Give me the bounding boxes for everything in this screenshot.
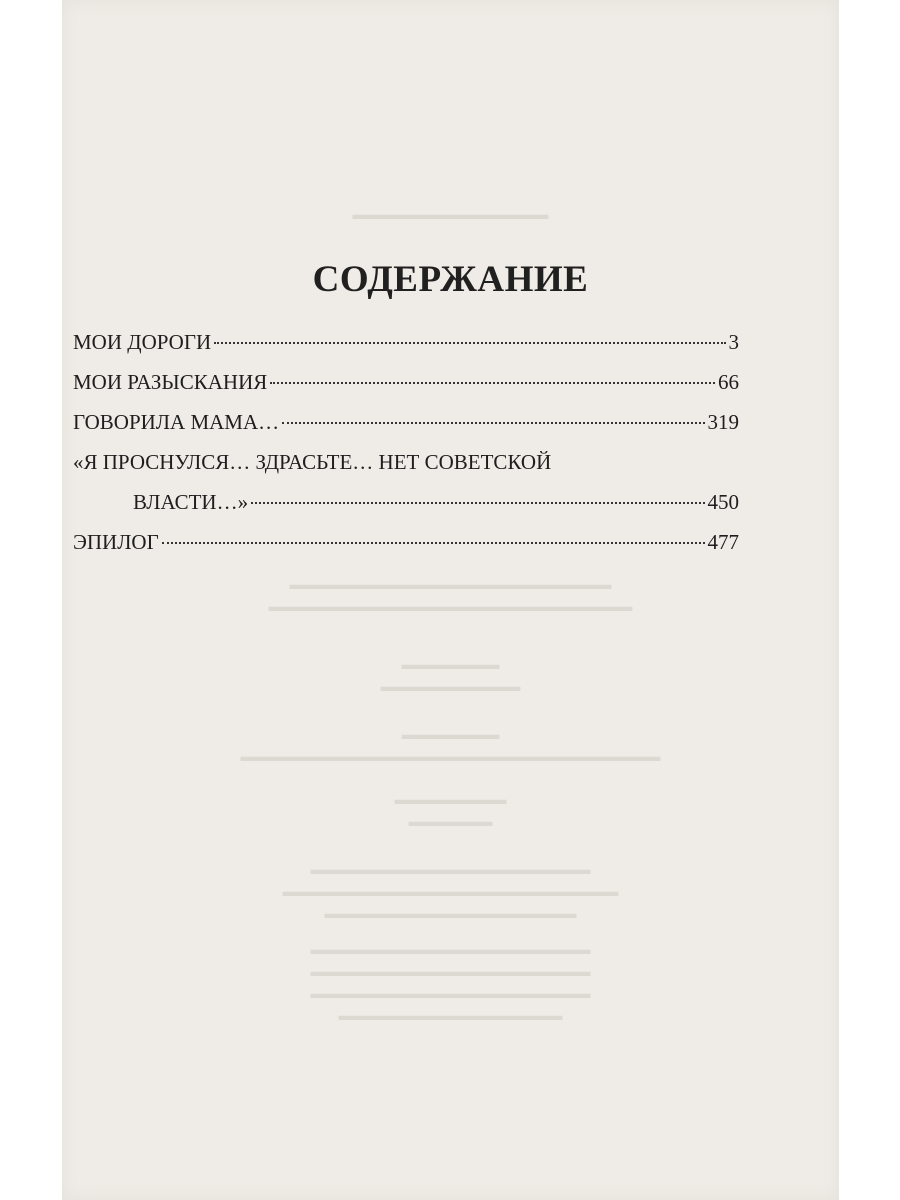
dot-leader [162, 542, 705, 544]
toc-entry-moi-razyskaniya [73, 362, 739, 402]
dot-leader [214, 342, 725, 344]
show-through-text: ▬▬▬▬▬▬▬▬ ▬▬▬▬▬▬ [394, 793, 507, 830]
toc-entry-page: 477 [707, 530, 739, 554]
show-through-text: ▬▬▬▬▬▬▬ ▬▬▬▬▬▬▬▬▬▬ [380, 658, 521, 695]
toc-entry-ya-prosnulsya-line1 [73, 442, 739, 482]
toc-entry-page: 319 [707, 410, 739, 434]
toc-entry-label: МОИ РАЗЫСКАНИЯ [73, 370, 268, 394]
show-through-text: ▬▬▬▬▬▬▬▬▬▬▬▬▬▬▬▬▬▬▬▬ ▬▬▬▬▬▬▬▬▬▬▬▬▬▬▬▬▬▬▬▬▬▬▬▬ ▬▬▬▬▬▬▬▬▬▬▬▬▬▬▬▬▬▬ [282, 863, 619, 922]
table-of-contents [73, 322, 739, 562]
book-page [62, 0, 839, 1200]
show-through-text: ▬▬▬▬▬▬▬▬▬▬▬▬▬▬ [352, 208, 549, 223]
toc-entry-label: ВЛАСТИ…» [133, 490, 249, 514]
toc-entry-label: ЭПИЛОГ [73, 530, 159, 554]
toc-entry-epilog [73, 522, 739, 562]
toc-entry-page: 3 [728, 330, 739, 354]
page-title: СОДЕРЖАНИЕ [312, 259, 589, 300]
show-through-text: ▬▬▬▬▬▬▬ ▬▬▬▬▬▬▬▬▬▬▬▬▬▬▬▬▬▬▬▬▬▬▬▬▬▬▬▬▬▬ [240, 728, 661, 765]
toc-entry-moi-dorogi [73, 322, 739, 362]
toc-entry-ya-prosnulsya-line2 [73, 482, 739, 522]
toc-entry-page: 66 [718, 370, 739, 394]
dot-leader [282, 422, 704, 424]
toc-entry-govorila-mama [73, 402, 739, 442]
show-through-text: ▬▬▬▬▬▬▬▬▬▬▬▬▬▬▬▬▬▬▬▬▬▬▬ ▬▬▬▬▬▬▬▬▬▬▬▬▬▬▬▬▬▬▬▬▬▬▬▬▬▬ [268, 578, 633, 615]
show-through-text: ▬▬▬▬▬▬▬▬▬▬▬▬▬▬▬▬▬▬▬▬ ▬▬▬▬▬▬▬▬▬▬▬▬▬▬▬▬▬▬▬▬ ▬▬▬▬▬▬▬▬▬▬▬▬▬▬▬▬▬▬▬▬ ▬▬▬▬▬▬▬▬▬▬▬▬▬▬▬▬ [310, 943, 591, 1024]
toc-entry-label: ГОВОРИЛА МАМА… [73, 410, 280, 434]
dot-leader [251, 502, 704, 504]
toc-entry-label: МОИ ДОРОГИ [73, 330, 212, 354]
dot-leader [270, 382, 715, 384]
toc-entry-page: 450 [707, 490, 739, 514]
toc-entry-label: «Я ПРОСНУЛСЯ… ЗДРАСЬТЕ… НЕТ СОВЕТСКОЙ [73, 450, 552, 474]
